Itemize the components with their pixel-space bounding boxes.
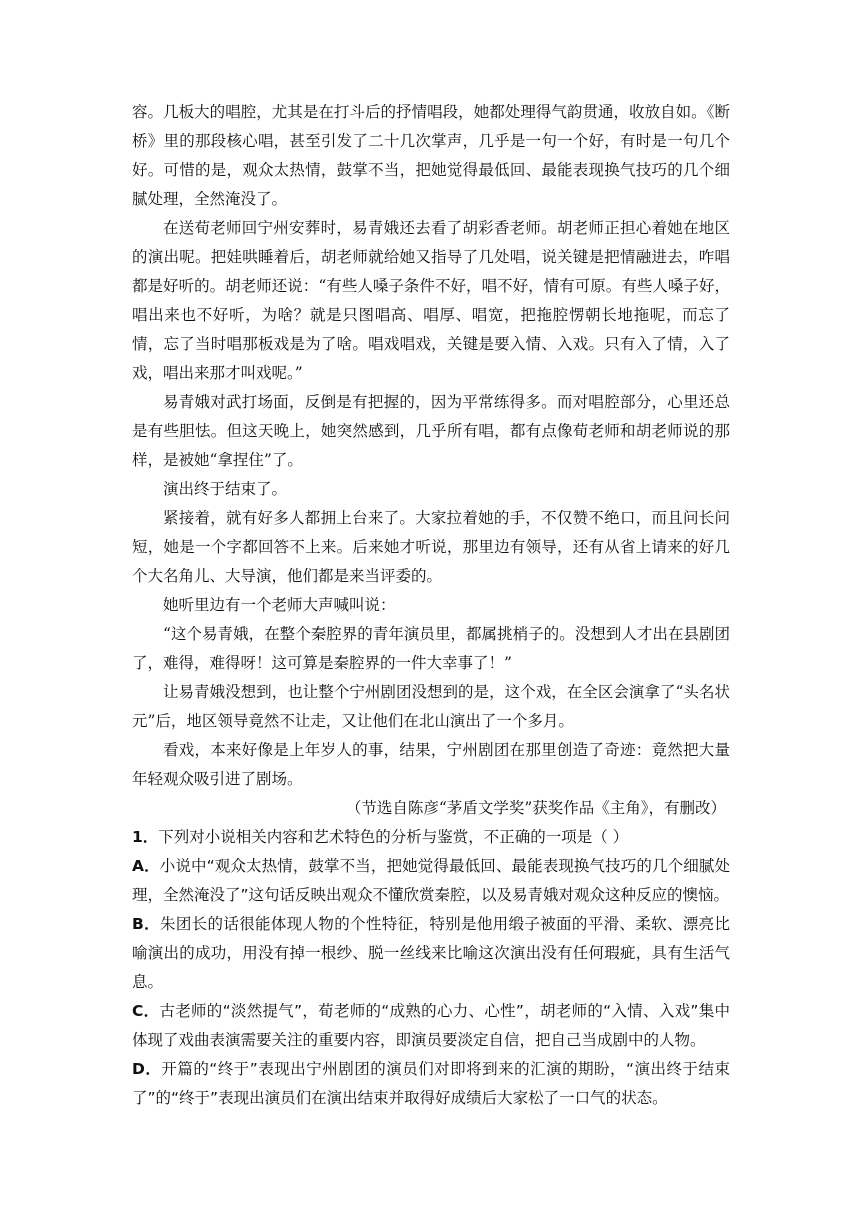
option-b xyxy=(132,910,730,997)
paragraph: “这个易青娥，在整个秦腔界的青年演员里，都属挑梢子的。没想到人才出在县剧团了，难得，难得呀！这可算是秦腔界的一件大幸事了！” xyxy=(132,625,730,672)
passage xyxy=(132,98,730,794)
option-c xyxy=(132,997,730,1055)
option-letter: B． xyxy=(132,915,160,933)
source-citation: （节选自陈彦“茅盾文学奖”获奖作品《主角》，有删改） xyxy=(345,799,726,817)
option-letter: A． xyxy=(132,857,160,875)
option-text: 古老师的“淡然提气”，荀老师的“成熟的心力、心性”，胡老师的“入情、入戏”集中体现了戏曲表演需要关注的重要内容，即演员要淡定自信，把自己当成剧中的人物。 xyxy=(132,1002,730,1049)
paragraph: 容。几板大的唱腔，尤其是在打斗后的抒情唱段，她都处理得气韵贯通，收放自如。《断桥》里的那段核心唱，甚至引发了二十几次掌声，几乎是一句一个好，有时是一句几个好。可惜的是，观众太热情，鼓掌不当，把她觉得最低回、最能表现换气技巧的几个细腻处理，全然淹没了。 xyxy=(132,103,730,208)
question-stem-text: 下列对小说相关内容和艺术特色的分析与鉴赏，不正确的一项是（ ） xyxy=(158,828,629,846)
paragraph: 看戏，本来好像是上年岁人的事，结果，宁州剧团在那里创造了奇迹：竟然把大量年轻观众吸引进了剧场。 xyxy=(132,741,730,788)
paragraph: 在送荀老师回宁州安葬时，易青娥还去看了胡彩香老师。胡老师正担心着她在地区的演出呢。把娃哄睡着后，胡老师就给她又指导了几处唱，说关键是把情融进去，咋唱都是好听的。胡老师还说：“有些人嗓子条件不好，唱不好，情有可原。有些人嗓子好，唱出来也不好听，为啥？就是只图唱高、唱厚、唱宽，把拖腔愣朝长地拖呢，而忘了情，忘了当时唱那板戏是为了啥。唱戏唱戏，关键是要入情、入戏。只有入了情，入了戏，唱出来那才叫戏呢。” xyxy=(132,219,730,382)
option-text: 朱团长的话很能体现人物的个性特征，特别是他用缎子被面的平滑、柔软、漂亮比喻演出的成功，用没有掉一根纱、脱一丝线来比喻这次演出没有任何瑕疵，具有生活气息。 xyxy=(132,915,730,991)
option-d xyxy=(132,1055,730,1113)
option-a xyxy=(132,852,730,910)
question-number: 1． xyxy=(132,828,159,846)
option-letter: D． xyxy=(132,1060,162,1078)
paragraph: 让易青娥没想到，也让整个宁州剧团没想到的是，这个戏，在全区会演拿了“头名状元”后，地区领导竟然不让走，又让他们在北山演出了一个多月。 xyxy=(132,683,730,730)
option-text: 小说中“观众太热情，鼓掌不当，把她觉得最低回、最能表现换气技巧的几个细腻处理，全然淹没了”这句话反映出观众不懂欣赏秦腔，以及易青娥对观众这种反应的懊恼。 xyxy=(132,857,730,904)
paragraph: 紧接着，就有好多人都拥上台来了。大家拉着她的手，不仅赞不绝口，而且问长问短，她是一个字都回答不上来。后来她才听说，那里边有领导，还有从省上请来的好几个大名角儿、大导演，他们都是来当评委的。 xyxy=(132,509,730,585)
question-stem xyxy=(132,823,730,852)
paragraph: 易青娥对武打场面，反倒是有把握的，因为平常练得多。而对唱腔部分，心里还总是有些胆怯。但这天晚上，她突然感到，几乎所有唱，都有点像荀老师和胡老师说的那样，是被她“拿捏住”了。 xyxy=(132,393,730,469)
paragraph: 她听里边有一个老师大声喊叫说： xyxy=(163,596,396,614)
option-letter: C． xyxy=(132,1002,160,1020)
paragraph: 演出终于结束了。 xyxy=(163,480,288,498)
question-block xyxy=(132,823,730,1113)
option-text: 开篇的“终于”表现出宁州剧团的演员们对即将到来的汇演的期盼，“演出终于结束了”的“终于”表现出演员们在演出结束并取得好成绩后大家松了一口气的状态。 xyxy=(132,1060,730,1107)
